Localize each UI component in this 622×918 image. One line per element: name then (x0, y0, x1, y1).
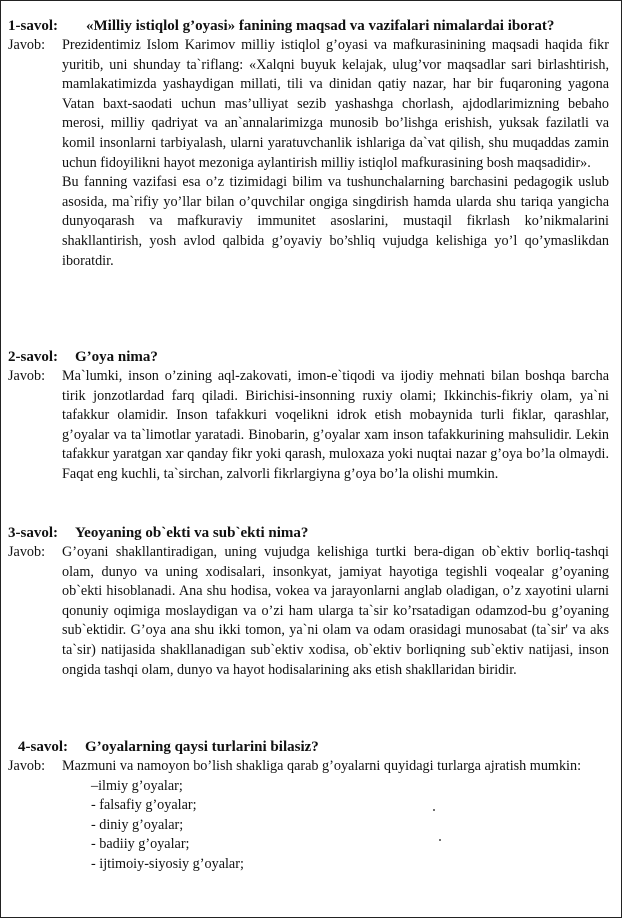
answer-3 (1, 543, 621, 680)
list-item: - falsafiy g’oyalar; (91, 797, 197, 814)
question-2-title: G’oya nima? (75, 349, 158, 365)
question-4-heading (1, 737, 621, 757)
idea-types-list (91, 777, 621, 875)
question-3-title: Yeoyaning ob`ekti va sub`ekti nima? (75, 525, 309, 541)
scan-speck (439, 839, 441, 841)
answer-2-paragraph-1: Ma`lumki, inson o’zining aql-zakovati, imon-e`tiqodi va ijodiy mehnati bilan boshqa barcha tirik jonzotlardad farq qiladi. Birichisi-insonning ruxiy olami; Ikkinchis-fikriy olam, ya`ni tafakkur olamidir. Inson tafakkuri voqelikni idrok etish mobaynida turli fiklar, qarashlar, g’oyalar va ta`limotlar yaratadi. Binobarin, g’oyalar xam inson tafakkurining mahsulidir. Lekin tafakkur yaratgan xar qanday fikr yoki qarash, muloxaza yoki nuqtai nazar g’oya bo’la olmaydi. Faqat eng kuchli, ta`sirchan, zalvorli fikrlargiyna g’oya bo’la olishi mumkin. (62, 368, 609, 482)
answer-1-label: Javob: (8, 37, 46, 53)
list-item: - ijtimoiy-siyosiy g’oyalar; (91, 855, 244, 872)
question-4-number: 4-savol: (18, 739, 68, 755)
question-2-section (1, 347, 621, 485)
answer-4-label: Javob: (8, 758, 46, 774)
answer-1-paragraph-1: Prezidentimiz Islom Karimov milliy istiqlol g’oyasi va mafkurasinining maqsadi haqida fikr yuritib, uni shunday ta`riflang: «Xalqni buyuk kelajak, ulug’vor maqsadlar sari birlashtirish, mamlakatimizda yashaydigan millati, tili va dinidan qatiy nazar, har bir fuqaroning yagona Vatan baxt-saodati uchun mas’ulliyat sezib yashashga chorlash, ajdodlarimizning bebaho merosi, milliy qadriyat va an`annalarimizga munosib bo’lishga erishish, yuksak fazilatli va komil insonlarni tarbiyalash, ularni yaratuvchanlik ishlariga da`vat qilish, shu muqaddas zamin uchun fidoyilikni hayot mezoniga aylantirish milliy istiqlol mafkurasining bosh maqsadidir». (62, 37, 609, 171)
scan-speck (433, 809, 435, 811)
question-1-section (1, 16, 621, 271)
answer-2 (1, 367, 621, 485)
question-3-number: 3-savol: (8, 525, 58, 541)
question-1-number: 1-savol: (8, 18, 58, 34)
list-item: - badiiy g’oyalar; (91, 836, 190, 853)
question-2-heading (1, 347, 621, 367)
answer-3-paragraph-1: G’oyani shakllantiradigan, uning vujudga kelishiga turtki bera-digan ob`ektiv borliq-tashqi olam, dunyo va uning xodisalari, insonkyat, jamiyat hayotiga tegishli voqealar g’oyaning ob`ekti hisoblanadi. Ana shu hodisa, vokea va jarayonlarni anglab oladigan, o’z xayotini ularni qonuniy oqimiga moslaydigan va o’zi ham ularga ta`sir ko’rsatadigan odamzod-bu g’oyaning sub`ektidir. G’oya ana shu ikki tomon, ya`ni olam va odam orasidagi munosabat (ta`sir' va aks ta`sir) natijasida shakllanadigan sub`ektiv xodisa, ob`ektiv borliqning sub`ektiv natijasi, inson ongida tashqi olam, dunyo va hayot hodisalarining aks etish shakllaridan biridir. (62, 544, 609, 678)
answer-4-paragraph-1: Mazmuni va namoyon bo’lish shakliga qarab g’oyalarni quyidagi turlarga ajratish mumkin: (62, 758, 582, 774)
list-item: - diniy g’oyalar; (91, 816, 184, 833)
question-3-section (1, 523, 621, 680)
answer-3-label: Javob: (8, 544, 46, 560)
question-2-number: 2-savol: (8, 349, 58, 365)
list-item: –ilmiy g’oyalar; (91, 777, 183, 794)
answer-2-label: Javob: (8, 368, 46, 384)
question-3-heading (1, 523, 621, 543)
question-4-title: G’oyalarning qaysi turlarini bilasiz? (85, 739, 319, 755)
question-4-section (1, 737, 621, 875)
answer-1 (1, 36, 621, 271)
answer-1-paragraph-2: Bu fanning vazifasi esa o’z tizimidagi bilim va tushunchalarning barchasini pedagogik uslub asosida, ma`rifiy yo’llar bilan o’quvchilar ongiga singdirish hamda ularda shu tariqa yangicha dunyoqarash va mafkuraviy immunitet asoslarini, mustaqil fikrlash ko’nikmalarini shakllantirish, yosh avlod qalbida g’oyaviy bo’shliq vujudga kelishiga yo’l qo’ymaslikdan iboratdir. (62, 174, 609, 269)
question-1-title: «Milliy istiqlol g’oyasi» fanining maqsad va vazifalari nimalardai iborat? (86, 18, 555, 34)
answer-4 (1, 757, 621, 875)
question-1-heading (1, 16, 621, 36)
